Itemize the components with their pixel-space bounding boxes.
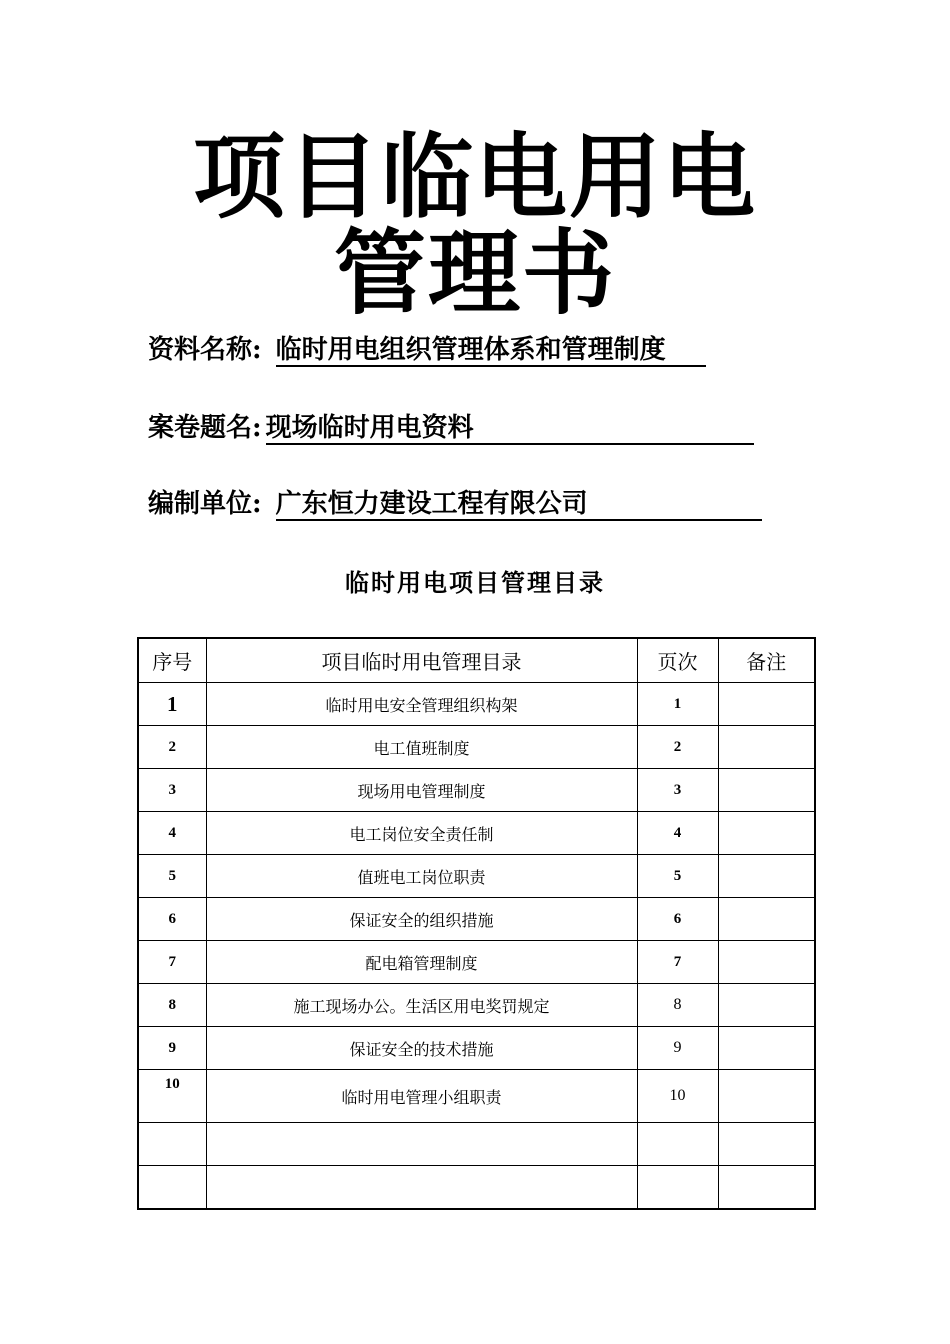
- row-note: [718, 855, 815, 898]
- table-row: [138, 683, 815, 726]
- field-material-name: [148, 333, 706, 367]
- row-no: 4: [138, 812, 206, 855]
- row-no: 9: [138, 1027, 206, 1070]
- row-page: 1: [637, 683, 718, 726]
- row-item: 临时用电管理小组职责: [206, 1070, 637, 1123]
- row-note: [718, 683, 815, 726]
- row-page: 7: [637, 941, 718, 984]
- table-row: [138, 812, 815, 855]
- row-item: 保证安全的组织措施: [206, 898, 637, 941]
- table-row-empty: [138, 1166, 815, 1210]
- row-page: 2: [637, 726, 718, 769]
- row-item: 电工岗位安全责任制: [206, 812, 637, 855]
- row-no: 3: [138, 769, 206, 812]
- field-unit: [148, 487, 762, 521]
- table-row: [138, 984, 815, 1027]
- field-label: 案卷题名:: [148, 413, 262, 443]
- row-no: 7: [138, 941, 206, 984]
- row-item: 现场用电管理制度: [206, 769, 637, 812]
- row-note: [718, 812, 815, 855]
- field-file-title: [148, 411, 754, 445]
- table-row: [138, 898, 815, 941]
- row-note: [718, 898, 815, 941]
- table-row: [138, 1027, 815, 1070]
- header-page: 页次: [637, 638, 718, 683]
- row-item: 施工现场办公。生活区用电奖罚规定: [206, 984, 637, 1027]
- row-no: 1: [138, 683, 206, 726]
- field-value: 现场临时用电资料: [266, 413, 754, 445]
- table-row-empty: [138, 1123, 815, 1166]
- table-row: [138, 1070, 815, 1123]
- row-page: 9: [637, 1027, 718, 1070]
- row-item: 配电箱管理制度: [206, 941, 637, 984]
- row-item: 电工值班制度: [206, 726, 637, 769]
- field-label: 资料名称:: [148, 335, 262, 365]
- row-note: [718, 1070, 815, 1123]
- row-page: 8: [637, 984, 718, 1027]
- toc-table: [137, 637, 816, 1210]
- field-value: 临时用电组织管理体系和管理制度: [276, 335, 706, 367]
- row-no: 6: [138, 898, 206, 941]
- toc-title: 临时用电项目管理目录: [345, 568, 605, 597]
- table-header-row: [138, 638, 815, 683]
- row-no: 5: [138, 855, 206, 898]
- row-item: 值班电工岗位职责: [206, 855, 637, 898]
- row-no: 2: [138, 726, 206, 769]
- row-item: 保证安全的技术措施: [206, 1027, 637, 1070]
- table-row: [138, 726, 815, 769]
- row-note: [718, 769, 815, 812]
- row-page: 6: [637, 898, 718, 941]
- table-row: [138, 855, 815, 898]
- header-no: 序号: [138, 638, 206, 683]
- row-item: 临时用电安全管理组织构架: [206, 683, 637, 726]
- row-note: [718, 984, 815, 1027]
- row-page: 3: [637, 769, 718, 812]
- document-title-line-1: 项目临电用电: [192, 124, 757, 231]
- row-note: [718, 726, 815, 769]
- header-note: 备注: [718, 638, 815, 683]
- row-page: 5: [637, 855, 718, 898]
- row-note: [718, 1027, 815, 1070]
- field-label: 编制单位:: [148, 489, 262, 519]
- row-no: 10: [138, 1070, 206, 1123]
- field-value: 广东恒力建设工程有限公司: [276, 489, 762, 521]
- table-row: [138, 769, 815, 812]
- row-page: 4: [637, 812, 718, 855]
- row-page: 10: [637, 1070, 718, 1123]
- document-title-line-2: 管理书: [333, 220, 616, 327]
- row-note: [718, 941, 815, 984]
- table-row: [138, 941, 815, 984]
- row-no: 8: [138, 984, 206, 1027]
- header-item: 项目临时用电管理目录: [206, 638, 637, 683]
